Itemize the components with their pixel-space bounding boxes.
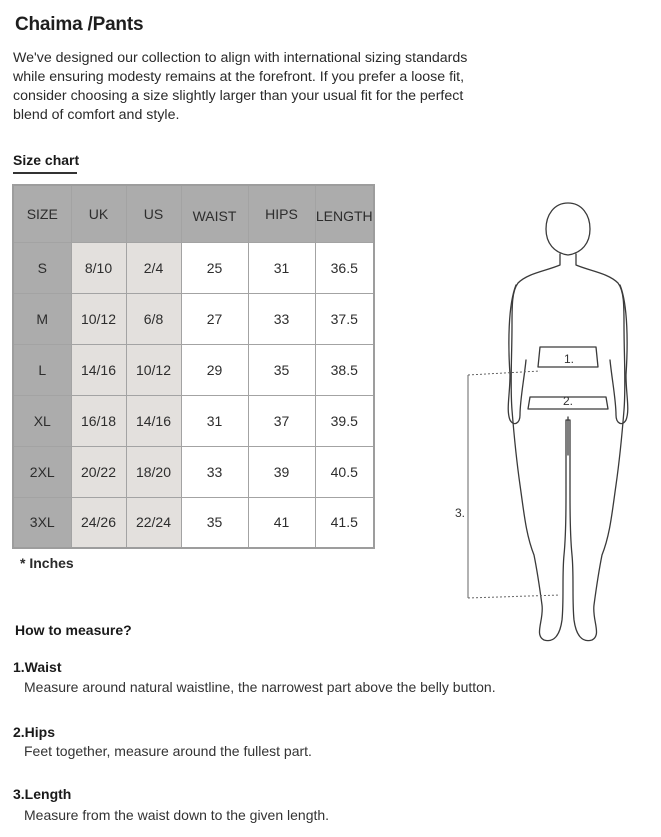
body-measurement-figure — [450, 195, 630, 645]
us-cell: 14/16 — [126, 395, 181, 446]
length-cell: 38.5 — [315, 344, 374, 395]
how-to-measure-heading: How to measure? — [15, 622, 132, 638]
size-cell: 3XL — [13, 497, 71, 548]
waist-cell: 33 — [181, 446, 248, 497]
hips-cell: 39 — [248, 446, 315, 497]
length-step-description: Measure from the waist down to the given length. — [24, 807, 330, 823]
table-row — [13, 293, 374, 344]
waist-cell: 35 — [181, 497, 248, 548]
waist-cell: 25 — [181, 242, 248, 293]
us-cell: 18/20 — [126, 446, 181, 497]
heading-underline — [13, 172, 77, 174]
figure-left-arm — [508, 285, 526, 424]
units-note: * Inches — [20, 555, 74, 571]
size-cell: L — [13, 344, 71, 395]
waist-guide-line — [468, 371, 540, 375]
uk-cell: 14/16 — [71, 344, 126, 395]
header-waist: WAIST — [181, 185, 248, 242]
intro-paragraph: We've designed our collection to align with international sizing standards while ensuring modesty remains at the forefront. If you prefer a loose fit, consider choosing a size slightly larger than your usual fit for the perfect blend of comfort and style. — [13, 50, 468, 123]
hips-cell: 41 — [248, 497, 315, 548]
hips-step-title: 2.Hips — [13, 724, 56, 740]
hips-marker-label: 2. — [563, 394, 574, 408]
size-chart-heading: Size chart — [13, 152, 80, 168]
size-chart-table — [12, 184, 375, 549]
length-guide-bottom — [468, 595, 560, 598]
length-marker-label: 3. — [455, 506, 466, 520]
header-hips: HIPS — [248, 185, 315, 242]
table-row — [13, 344, 374, 395]
us-cell: 10/12 — [126, 344, 181, 395]
waist-step-title: 1.Waist — [13, 659, 62, 675]
page-title: Chaima /Pants — [15, 14, 144, 35]
figure-head — [546, 203, 590, 255]
waist-cell: 29 — [181, 344, 248, 395]
header-length: LENGTH — [315, 185, 374, 242]
length-cell: 41.5 — [315, 497, 374, 548]
figure-right-arm — [610, 285, 628, 424]
us-cell: 2/4 — [126, 242, 181, 293]
size-cell: S — [13, 242, 71, 293]
uk-cell: 10/12 — [71, 293, 126, 344]
size-cell: 2XL — [13, 446, 71, 497]
header-size: SIZE — [13, 185, 71, 242]
hips-cell: 33 — [248, 293, 315, 344]
length-step-title: 3.Length — [13, 786, 72, 802]
size-cell: XL — [13, 395, 71, 446]
waist-cell: 27 — [181, 293, 248, 344]
length-cell: 37.5 — [315, 293, 374, 344]
us-cell: 22/24 — [126, 497, 181, 548]
waist-cell: 31 — [181, 395, 248, 446]
waist-step-description: Measure around natural waistline, the narrowest part above the belly button. — [24, 679, 496, 695]
header-us: US — [126, 185, 181, 242]
hips-cell: 31 — [248, 242, 315, 293]
length-cell: 40.5 — [315, 446, 374, 497]
hips-cell: 35 — [248, 344, 315, 395]
length-cell: 39.5 — [315, 395, 374, 446]
us-cell: 6/8 — [126, 293, 181, 344]
uk-cell: 24/26 — [71, 497, 126, 548]
hips-step-description: Feet together, measure around the fullest part. — [24, 743, 312, 759]
header-uk: UK — [71, 185, 126, 242]
uk-cell: 16/18 — [71, 395, 126, 446]
table-row — [13, 242, 374, 293]
table-row — [13, 497, 374, 548]
table-header-row — [13, 185, 374, 242]
table-row — [13, 446, 374, 497]
uk-cell: 20/22 — [71, 446, 126, 497]
uk-cell: 8/10 — [71, 242, 126, 293]
table-row — [13, 395, 374, 446]
hips-cell: 37 — [248, 395, 315, 446]
size-cell: M — [13, 293, 71, 344]
waist-marker-label: 1. — [564, 352, 575, 366]
length-cell: 36.5 — [315, 242, 374, 293]
